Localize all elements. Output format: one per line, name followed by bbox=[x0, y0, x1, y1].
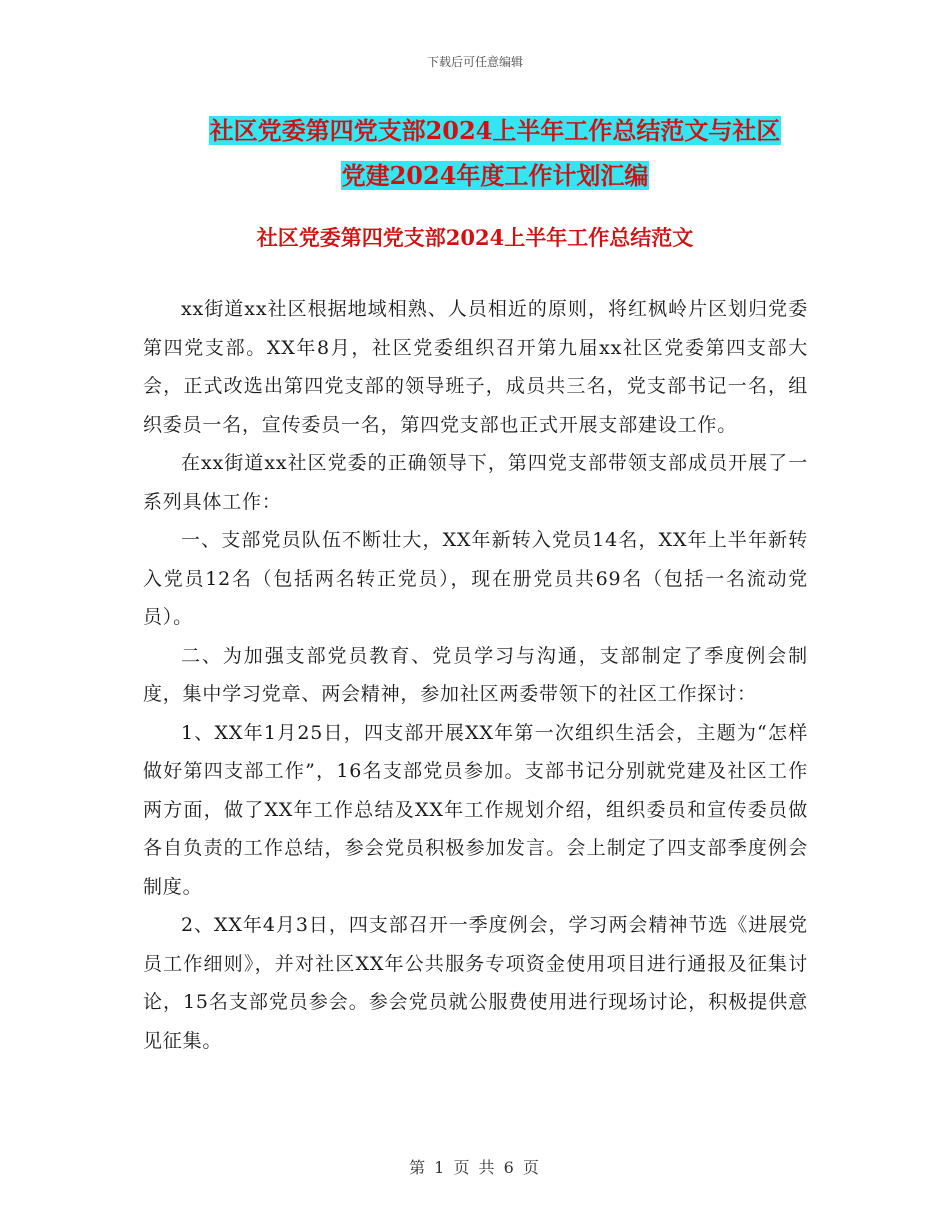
paragraph: 二、为加强支部党员教育、党员学习与沟通，支部制定了季度例会制度，集中学习党章、两会精神，参加社区两委带领下的社区工作探讨： bbox=[143, 644, 808, 705]
document-title-line-2: 党建2024年度工作计划汇编 bbox=[341, 161, 649, 190]
paragraph: 2、XX年4月3日，四支部召开一季度例会，学习两会精神节选《进展党员工作细则》，并对社区XX年公共服务专项资金使用项目进行通报及征集讨论，15名支部党员参会。参会党员就公服费使用进行现场讨论，积极提供意见征集。 bbox=[143, 914, 808, 1052]
paragraph: 在xx街道xx社区党委的正确领导下，第四党支部带领支部成员开展了一系列具体工作： bbox=[143, 452, 808, 513]
paragraph: 1、XX年1月25日，四支部开展XX年第一次组织生活会，主题为“怎样做好第四支部工作”，16名支部党员参加。支部书记分别就党建及社区工作两方面，做了XX年工作总结及XX年工作规划介绍，组织委员和宣传委员做各自负责的工作总结，参会党员积极参加发言。会上制定了四支部季度例会制度。 bbox=[143, 721, 808, 898]
paragraph: 一、支部党员队伍不断壮大，XX年新转入党员14名，XX年上半年新转入党员12名（包括两名转正党员），现在册党员共69名（包括一名流动党员）。 bbox=[143, 529, 808, 628]
document-body bbox=[143, 290, 808, 1060]
page-number-footer: 第 1 页 共 6 页 bbox=[409, 1158, 541, 1177]
section-title: 社区党委第四党支部2024上半年工作总结范文 bbox=[256, 225, 694, 250]
document-title-line-1: 社区党委第四党支部2024上半年工作总结范文与社区 bbox=[209, 116, 781, 145]
document-title bbox=[100, 108, 890, 198]
paragraph: xx街道xx社区根据地域相熟、人员相近的原则，将红枫岭片区划归党委第四党支部。XX年8月，社区党委组织召开第九届xx社区党委第四支部大会，正式改选出第四党支部的领导班子，成员共三名，党支部书记一名，组织委员一名，宣传委员一名，第四党支部也正式开展支部建设工作。 bbox=[143, 298, 808, 436]
header-note: 下载后可任意编辑 bbox=[426, 55, 523, 69]
